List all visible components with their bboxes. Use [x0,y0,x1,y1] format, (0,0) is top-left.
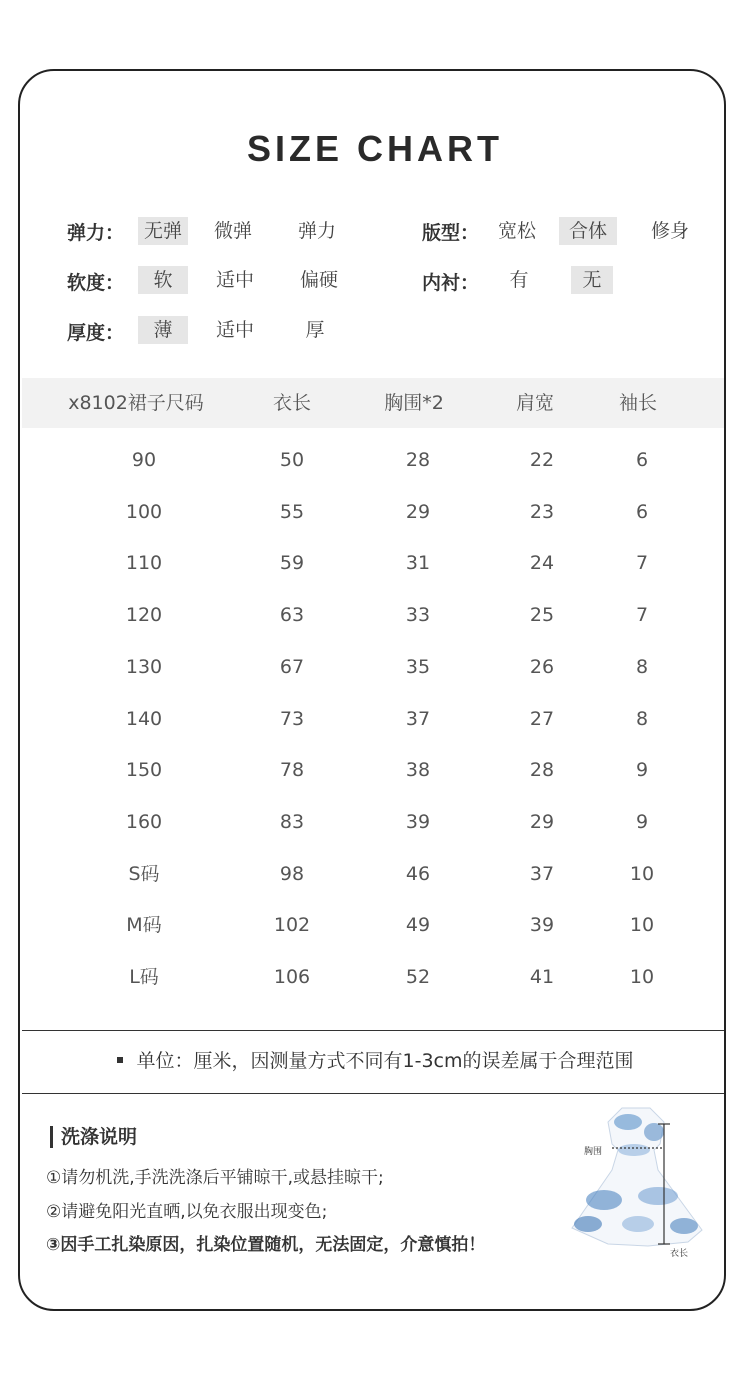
header-sleeve: 袖长 [618,392,658,414]
table-cell: 83 [279,810,305,833]
header-shoulder: 肩宽 [515,392,555,414]
chest-label: 胸围 [584,1147,603,1157]
washing-line-1: ①请勿机洗,手洗洗涤后平铺晾干,或悬挂晾干; [46,1168,384,1188]
table-cell: 106 [273,966,311,988]
lining-option-yes: 有 [509,269,529,291]
table-row [22,486,724,538]
table-header [22,378,724,428]
table-cell: 33 [405,604,431,627]
thickness-option-thick: 厚 [305,319,325,341]
table-cell: 35 [405,655,431,678]
fit-label: 版型： [422,222,480,244]
table-cell: 52 [405,966,431,988]
divider-top [22,1030,724,1031]
table-cell: 140 [125,707,163,730]
table-cell: 38 [405,759,431,782]
table-cell: L码 [129,966,159,988]
page-title: SIZE CHART [247,128,503,169]
table-cell: 55 [279,500,305,523]
bullet-icon [117,1057,123,1063]
table-cell: 78 [279,759,305,782]
header-chest: 胸围*2 [384,392,444,414]
washing-line-3: ③因手工扎染原因，扎染位置随机，无法固定，介意慎拍！ [46,1235,486,1255]
table-cell: 73 [279,707,305,730]
thickness-option-thin: 薄 [138,316,188,344]
divider-bottom [22,1093,724,1094]
table-row [22,951,724,1003]
thickness-option-medium: 适中 [215,319,254,341]
table-row [22,641,724,693]
dress-illustration [568,1100,708,1270]
softness-label: 软度： [67,272,125,294]
table-cell: 63 [279,604,305,627]
table-cell: 26 [529,655,555,678]
table-row [22,537,724,589]
softness-option-soft: 软 [138,266,188,294]
table-cell: 7 [635,604,649,627]
table-cell: 150 [125,759,163,782]
lining-option-no: 无 [571,266,613,294]
table-cell: 90 [131,449,157,471]
table-cell: 8 [635,707,649,730]
length-label: 衣长 [670,1249,689,1259]
table-cell: 8 [635,655,649,678]
table-cell: 31 [405,552,431,575]
table-cell: 41 [529,966,555,988]
elasticity-label: 弹力： [67,222,125,244]
header-length: 衣长 [272,392,312,414]
table-cell: 7 [635,552,649,575]
table-cell: 110 [125,552,163,575]
table-cell: 27 [529,707,555,730]
table-cell: 28 [405,449,431,471]
table-row [22,693,724,745]
fit-option-slim: 修身 [650,220,689,242]
table-cell: 9 [635,759,649,782]
fit-option-regular: 合体 [559,217,617,245]
table-cell: 6 [635,449,649,471]
table-cell: 130 [125,655,163,678]
table-cell: 50 [279,449,305,471]
table-cell: 10 [629,914,655,937]
table-row [22,434,724,486]
table-cell: 29 [405,500,431,523]
softness-option-medium: 适中 [215,269,254,291]
fit-option-loose: 宽松 [497,220,536,242]
table-cell: 160 [125,810,163,833]
softness-option-stiff: 偏硬 [299,269,338,291]
table-cell: 39 [529,914,555,937]
unit-note [0,1046,750,1073]
table-row [22,899,724,951]
table-cell: 102 [273,914,311,937]
washing-line-2: ②请避免阳光直晒,以免衣服出现变色; [46,1202,328,1222]
table-cell: 37 [529,862,555,885]
elasticity-option-stretch: 弹力 [297,220,336,242]
thickness-label: 厚度： [67,322,125,344]
elasticity-option-slight: 微弹 [213,220,252,242]
table-row [22,848,724,900]
table-cell: 24 [529,552,555,575]
table-cell: M码 [126,914,162,937]
table-cell: 6 [635,500,649,523]
table-cell: 10 [629,862,655,885]
unit-note-text: 单位：厘米，因测量方式不同有1-3cm的误差属于合理范围 [136,1050,634,1072]
table-cell: 100 [125,500,163,523]
table-cell: 22 [529,449,555,471]
table-cell: 49 [405,914,431,937]
table-cell: 10 [629,966,655,988]
elasticity-option-none: 无弹 [138,217,188,245]
table-row [22,589,724,641]
table-cell: 59 [279,552,305,575]
table-cell: 120 [125,604,163,627]
header-size: x8102裙子尺码 [68,392,204,414]
washing-title: 洗涤说明 [50,1126,137,1148]
table-cell: S码 [128,862,160,885]
table-row [22,796,724,848]
table-cell: 25 [529,604,555,627]
lining-label: 内衬： [422,272,480,294]
table-cell: 23 [529,500,555,523]
table-cell: 98 [279,862,305,885]
table-cell: 46 [405,862,431,885]
table-cell: 67 [279,655,305,678]
table-cell: 9 [635,810,649,833]
table-cell: 37 [405,707,431,730]
table-cell: 28 [529,759,555,782]
table-cell: 29 [529,810,555,833]
dress-image [568,1100,708,1270]
table-cell: 39 [405,810,431,833]
table-row [22,744,724,796]
